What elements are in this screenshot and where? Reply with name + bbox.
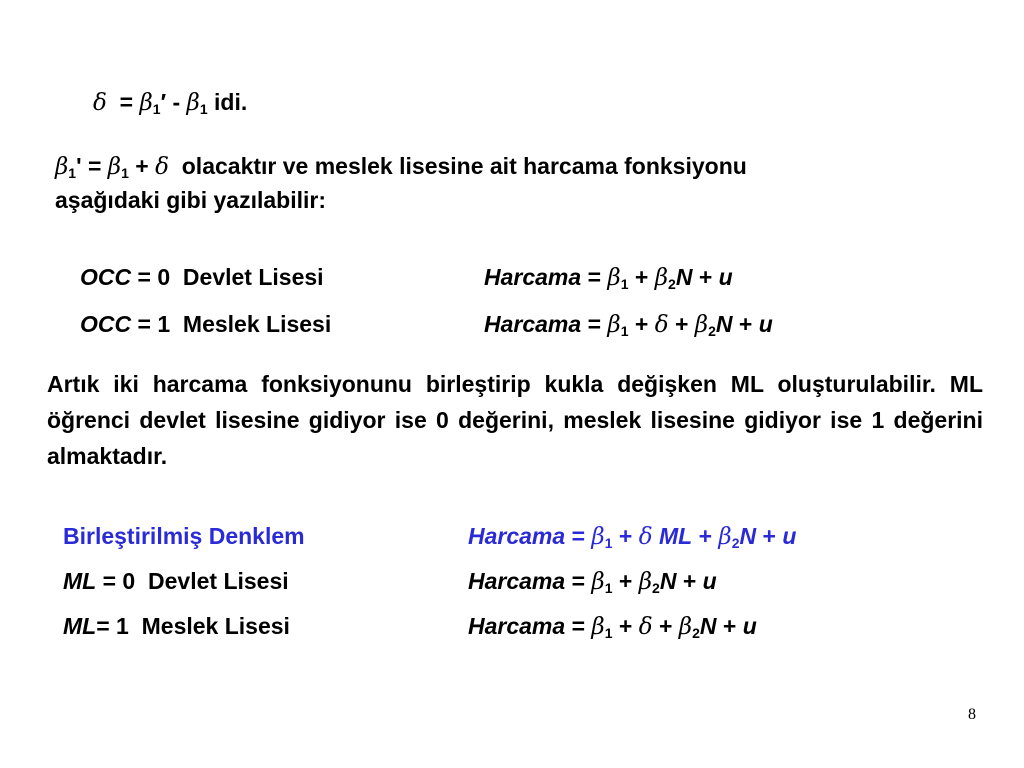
occ-row-0-left: OCC = 0 Devlet Lisesi	[80, 264, 324, 290]
dummy-variable-paragraph: Artık iki harcama fonksiyonunu birleştirip kukla değişken ML oluşturulabilir. ML öğrenci devlet lisesine gidiyor ise 0 değerini, meslek lisesine gidiyor ise 1 değerini almaktadır.	[47, 371, 983, 469]
beta-prime-statement: $\beta_1' = \beta_1 + \delta$ olacaktır ve meslek lisesine ait harcama fonksiyonu	[55, 153, 747, 181]
delta-definition: $\delta = \beta_1' - \beta_1$ idi.	[93, 89, 248, 117]
ml-row-0-formula: Harcama = $\beta_1 + \beta_2N + u$	[468, 568, 717, 596]
occ-row-1-left: OCC = 1 Meslek Lisesi	[80, 311, 332, 337]
ml-row-1-formula: Harcama = $\beta_1 + \delta + \beta_2N + u$	[468, 613, 757, 641]
combined-equation-label: Birleştirilmiş Denklem	[63, 523, 305, 549]
occ-row-1-formula: Harcama = $\beta_1 + \delta + \beta_2N + u$	[484, 311, 773, 339]
ml-row-1-left: ML= 1 Meslek Lisesi	[63, 613, 290, 639]
ml-row-0-left: ML = 0 Devlet Lisesi	[63, 568, 289, 594]
combined-equation-formula: Harcama = $\beta_1 + \delta$ ML + $\beta_2N + u$	[468, 523, 797, 551]
beta-prime-statement-cont: aşağıdaki gibi yazılabilir:	[55, 187, 326, 213]
occ-row-0-formula: Harcama = $\beta_1 + \beta_2N + u$	[484, 264, 733, 292]
page-number: 8	[968, 706, 976, 723]
